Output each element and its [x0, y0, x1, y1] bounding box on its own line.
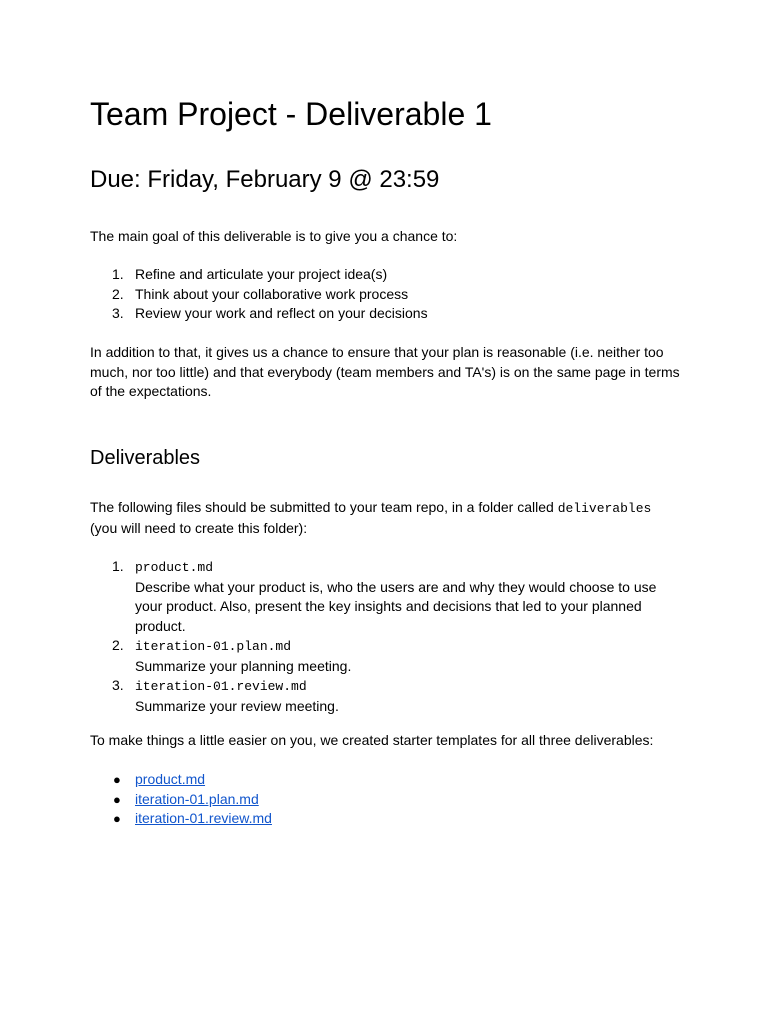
deliverables-heading: Deliverables: [90, 447, 201, 469]
bullet-icon: ●: [113, 811, 121, 826]
templates-list: [90, 770, 680, 829]
page-title: Team Project - Deliverable 1: [90, 96, 492, 132]
goal-text: Think about your collaborative work process: [135, 285, 409, 302]
file-item: [90, 557, 680, 636]
templates-intro-paragraph: To make things a little easier on you, we created starter templates for all three deliverables:: [90, 732, 654, 748]
bullet-icon: ●: [113, 791, 121, 807]
list-number: 1.: [112, 558, 124, 574]
list-number: 3.: [112, 305, 124, 321]
template-link-review[interactable]: iteration-01.review.md: [135, 810, 272, 826]
files-intro-text: The following files should be submitted to your team repo, in a folder called: [90, 499, 558, 515]
files-intro-text-end: (you will need to create this folder):: [90, 519, 308, 536]
file-item: [90, 636, 680, 676]
file-description: Describe what your product is, who the users are and why they would choose to use your product. Also, present the key insights and decisions that led to your planned product.: [135, 578, 657, 634]
intro-paragraph: The main goal of this deliverable is to give you a chance to:: [90, 228, 458, 244]
template-link-plan[interactable]: iteration-01.plan.md: [135, 790, 259, 807]
list-number: 2.: [112, 637, 124, 653]
goals-list: [90, 265, 680, 324]
list-number: 1.: [112, 266, 124, 282]
goal-text: Refine and articulate your project idea(s): [135, 266, 388, 282]
template-link-product[interactable]: product.md: [135, 771, 206, 787]
bullet-icon: ●: [113, 772, 121, 787]
file-name-code: iteration-01.plan.md: [135, 639, 292, 654]
addition-paragraph: In addition to that, it gives us a chance to ensure that your plan is reasonable (i.e. neither too much, nor too little) and that everybody (team members and TA's) is on the same page in terms of the expectations.: [90, 344, 680, 399]
file-name-code: product.md: [135, 560, 214, 575]
file-description: Summarize your review meeting.: [135, 697, 339, 714]
file-description: Summarize your planning meeting.: [135, 657, 352, 674]
goal-item: [90, 265, 680, 285]
template-item: [90, 790, 680, 810]
file-item: [90, 676, 680, 716]
list-number: 3.: [112, 677, 124, 693]
due-date-heading: Due: Friday, February 9 @ 23:59: [90, 166, 440, 193]
file-name-code: iteration-01.review.md: [135, 679, 307, 694]
goal-item: [90, 285, 680, 305]
goal-text: Review your work and reflect on your decisions: [135, 305, 428, 321]
folder-name-code: deliverables: [557, 501, 652, 516]
template-item: [90, 809, 680, 829]
list-number: 2.: [112, 285, 124, 302]
goal-item: [90, 304, 680, 324]
files-list: [90, 557, 680, 716]
files-intro-paragraph: [90, 498, 680, 538]
template-item: [90, 770, 680, 790]
